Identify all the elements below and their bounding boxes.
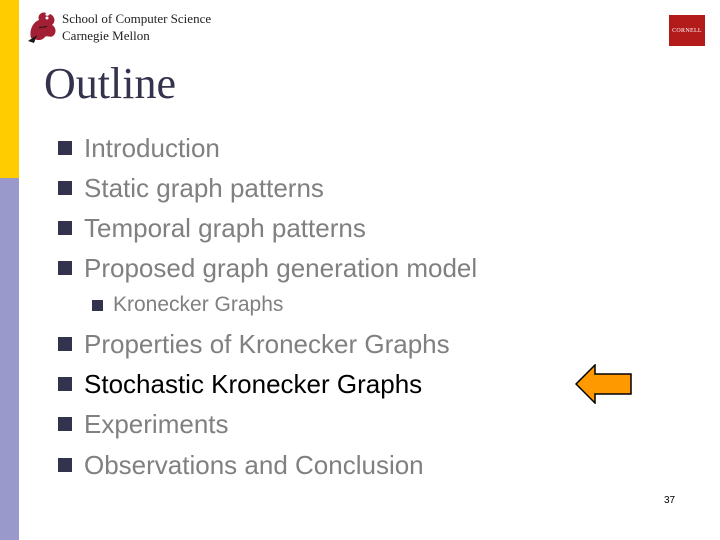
outline-item-label: Static graph patterns (84, 172, 324, 203)
outline-item-label: Stochastic Kronecker Graphs (84, 368, 423, 399)
cmu-griffin-logo-icon (25, 8, 59, 44)
side-bar-blue (0, 178, 19, 540)
outline-item-current (58, 369, 422, 399)
outline-item-label: Proposed graph generation model (84, 252, 478, 283)
outline-item-label: Properties of Kronecker Graphs (84, 328, 450, 359)
outline-subitem (92, 292, 283, 318)
bullet-square-icon (58, 261, 72, 275)
header-line-1: School of Computer Science (62, 11, 212, 26)
cornell-badge-text: CORNELL (672, 27, 702, 34)
header-school-text (62, 10, 211, 44)
outline-item (58, 133, 220, 163)
outline-item (58, 253, 477, 283)
left-arrow-icon (575, 364, 633, 404)
bullet-square-icon (58, 417, 72, 431)
outline-item-label: Temporal graph patterns (84, 212, 366, 243)
side-bar-yellow (0, 0, 19, 178)
cornell-logo-badge (669, 15, 705, 46)
bullet-square-icon (58, 181, 72, 195)
bullet-square-icon (58, 337, 72, 351)
header-line-2: Carnegie Mellon (62, 28, 150, 43)
page-number: 37 (664, 495, 676, 506)
bullet-square-icon (58, 458, 72, 472)
bullet-square-icon (58, 377, 72, 391)
bullet-square-icon (58, 221, 72, 235)
outline-item (58, 213, 366, 243)
sub-bullet-square-icon (92, 300, 103, 311)
outline-subitem-label: Kronecker Graphs (113, 293, 284, 316)
outline-item (58, 409, 229, 439)
outline-item-label: Observations and Conclusion (84, 449, 424, 480)
outline-item (58, 450, 424, 480)
bullet-square-icon (58, 141, 72, 155)
outline-item (58, 173, 324, 203)
outline-item (58, 329, 450, 359)
outline-item-label: Introduction (84, 132, 220, 163)
outline-item-label: Experiments (84, 408, 229, 439)
slide-title: Outline (44, 59, 176, 108)
